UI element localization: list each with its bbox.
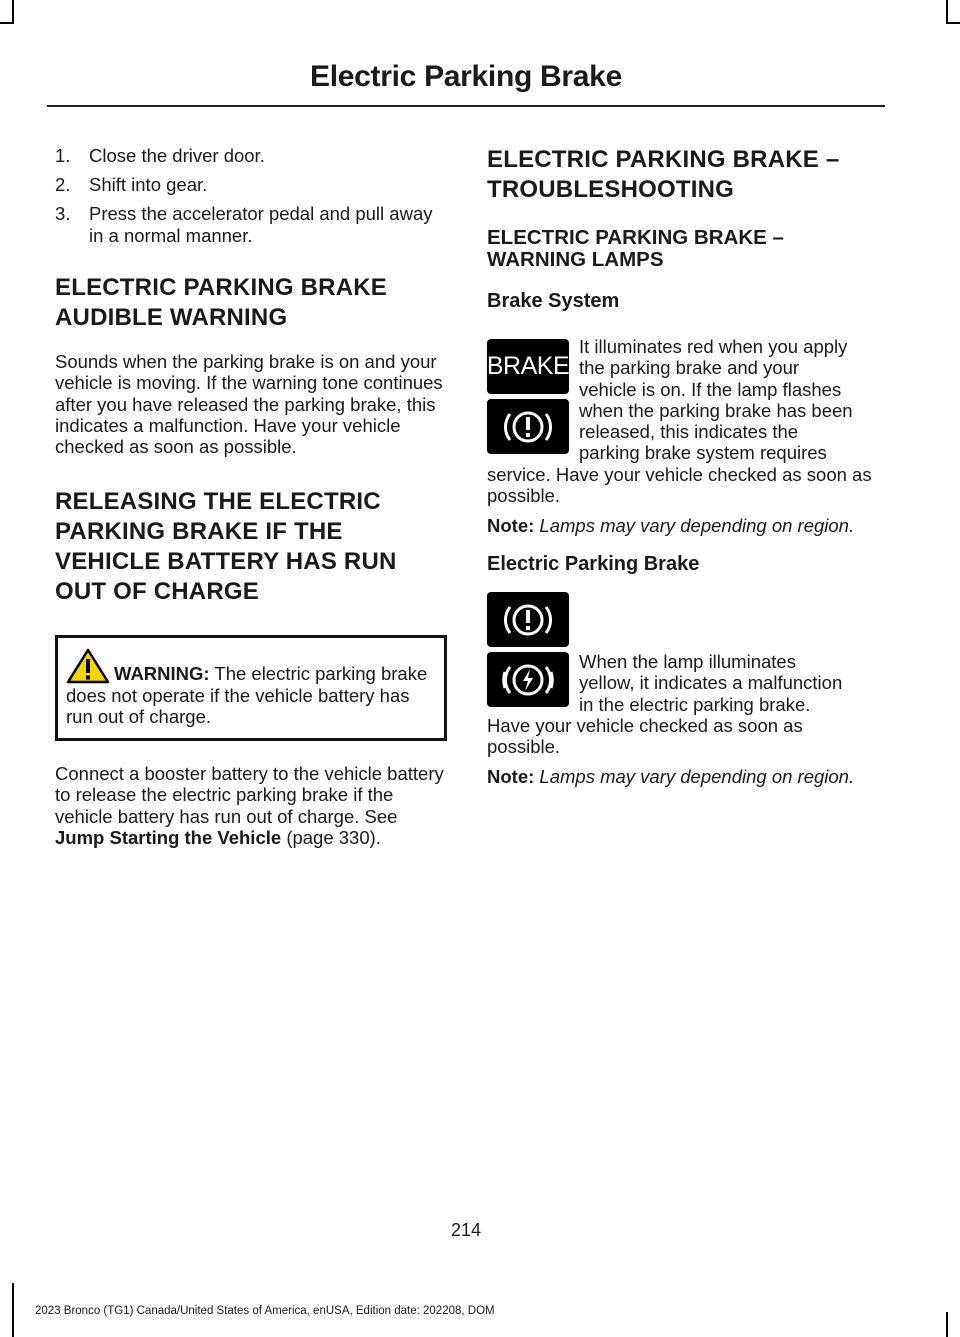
warning-lamps-heading: ELECTRIC PARKING BRAKE – WARNING LAMPS xyxy=(487,226,784,271)
page-title: Electric Parking Brake xyxy=(310,60,622,93)
warning-box xyxy=(55,635,447,741)
epb-description-tail: Have your vehicle checked as soon as possible. xyxy=(487,715,803,758)
audible-warning-body: Sounds when the parking brake is on and your vehicle is moving. If the warning tone continues after you have released the parking brake, this indicates a malfunction. Have your vehicle checked as soon as possible. xyxy=(55,351,443,458)
list-item: 1. Close the driver door. xyxy=(55,145,265,166)
warning-text: The electric parking brake does not operate if the vehicle battery has run out of charge. xyxy=(66,663,428,728)
crop-mark xyxy=(946,0,948,22)
jump-starting-link[interactable]: Jump Starting the Vehicle xyxy=(55,826,282,848)
crop-mark xyxy=(946,22,960,24)
page-number: 214 xyxy=(450,1220,482,1240)
crop-mark xyxy=(946,1312,948,1337)
steps-list xyxy=(55,145,447,247)
list-item: 3. Press the accelerator pedal and pull away in a normal manner. xyxy=(55,203,433,246)
list-item: 2. Shift into gear. xyxy=(55,174,208,195)
brake-system-description-tail: service. Have your vehicle checked as soon as possible. xyxy=(487,464,872,507)
epb-description: When the lamp illuminates yellow, it indicates a malfunction in the electric parking brake. xyxy=(579,651,843,715)
brake-system-description: It illuminates red when you apply the parking brake and your vehicle is on. If the lamp flashes when the parking brake has been released, this indicates the parking brake system requires xyxy=(579,336,853,464)
epb-circle-lamp-icon xyxy=(487,592,569,647)
epb-heading: Electric Parking Brake xyxy=(487,553,700,575)
epb-malfunction-lamp-icon xyxy=(487,652,569,707)
crop-mark xyxy=(12,1283,14,1337)
right-column xyxy=(487,145,879,313)
brake-circle-lamp-icon xyxy=(487,399,569,454)
edition-footer: 2023 Bronco (TG1) Canada/United States of America, enUSA, Edition date: 202208, DOM xyxy=(35,1305,495,1317)
brake-system-note: Note: Lamps may vary depending on region. xyxy=(487,515,855,536)
releasing-heading: RELEASING THE ELECTRIC PARKING BRAKE IF THE VEHICLE BATTERY HAS RUN OUT OF CHARGE xyxy=(55,488,397,606)
crop-mark xyxy=(0,22,14,24)
troubleshooting-heading: ELECTRIC PARKING BRAKE – TROUBLESHOOTING xyxy=(487,146,840,203)
warning-label: WARNING: xyxy=(114,663,210,685)
warning-triangle-icon xyxy=(66,648,110,684)
releasing-body: Connect a booster battery to the vehicle battery to release the electric parking brake if the vehicle battery has run out of charge. See Jump Starting the Vehicle (page 330). xyxy=(55,762,444,848)
header-rule xyxy=(47,105,885,107)
left-column xyxy=(55,145,447,848)
epb-note: Note: Lamps may vary depending on region. xyxy=(487,766,855,787)
crop-mark xyxy=(12,0,14,22)
brake-system-heading: Brake System xyxy=(487,290,620,312)
brake-text-lamp-icon: BRAKE xyxy=(487,339,569,394)
audible-warning-heading: ELECTRIC PARKING BRAKE AUDIBLE WARNING xyxy=(55,274,387,331)
